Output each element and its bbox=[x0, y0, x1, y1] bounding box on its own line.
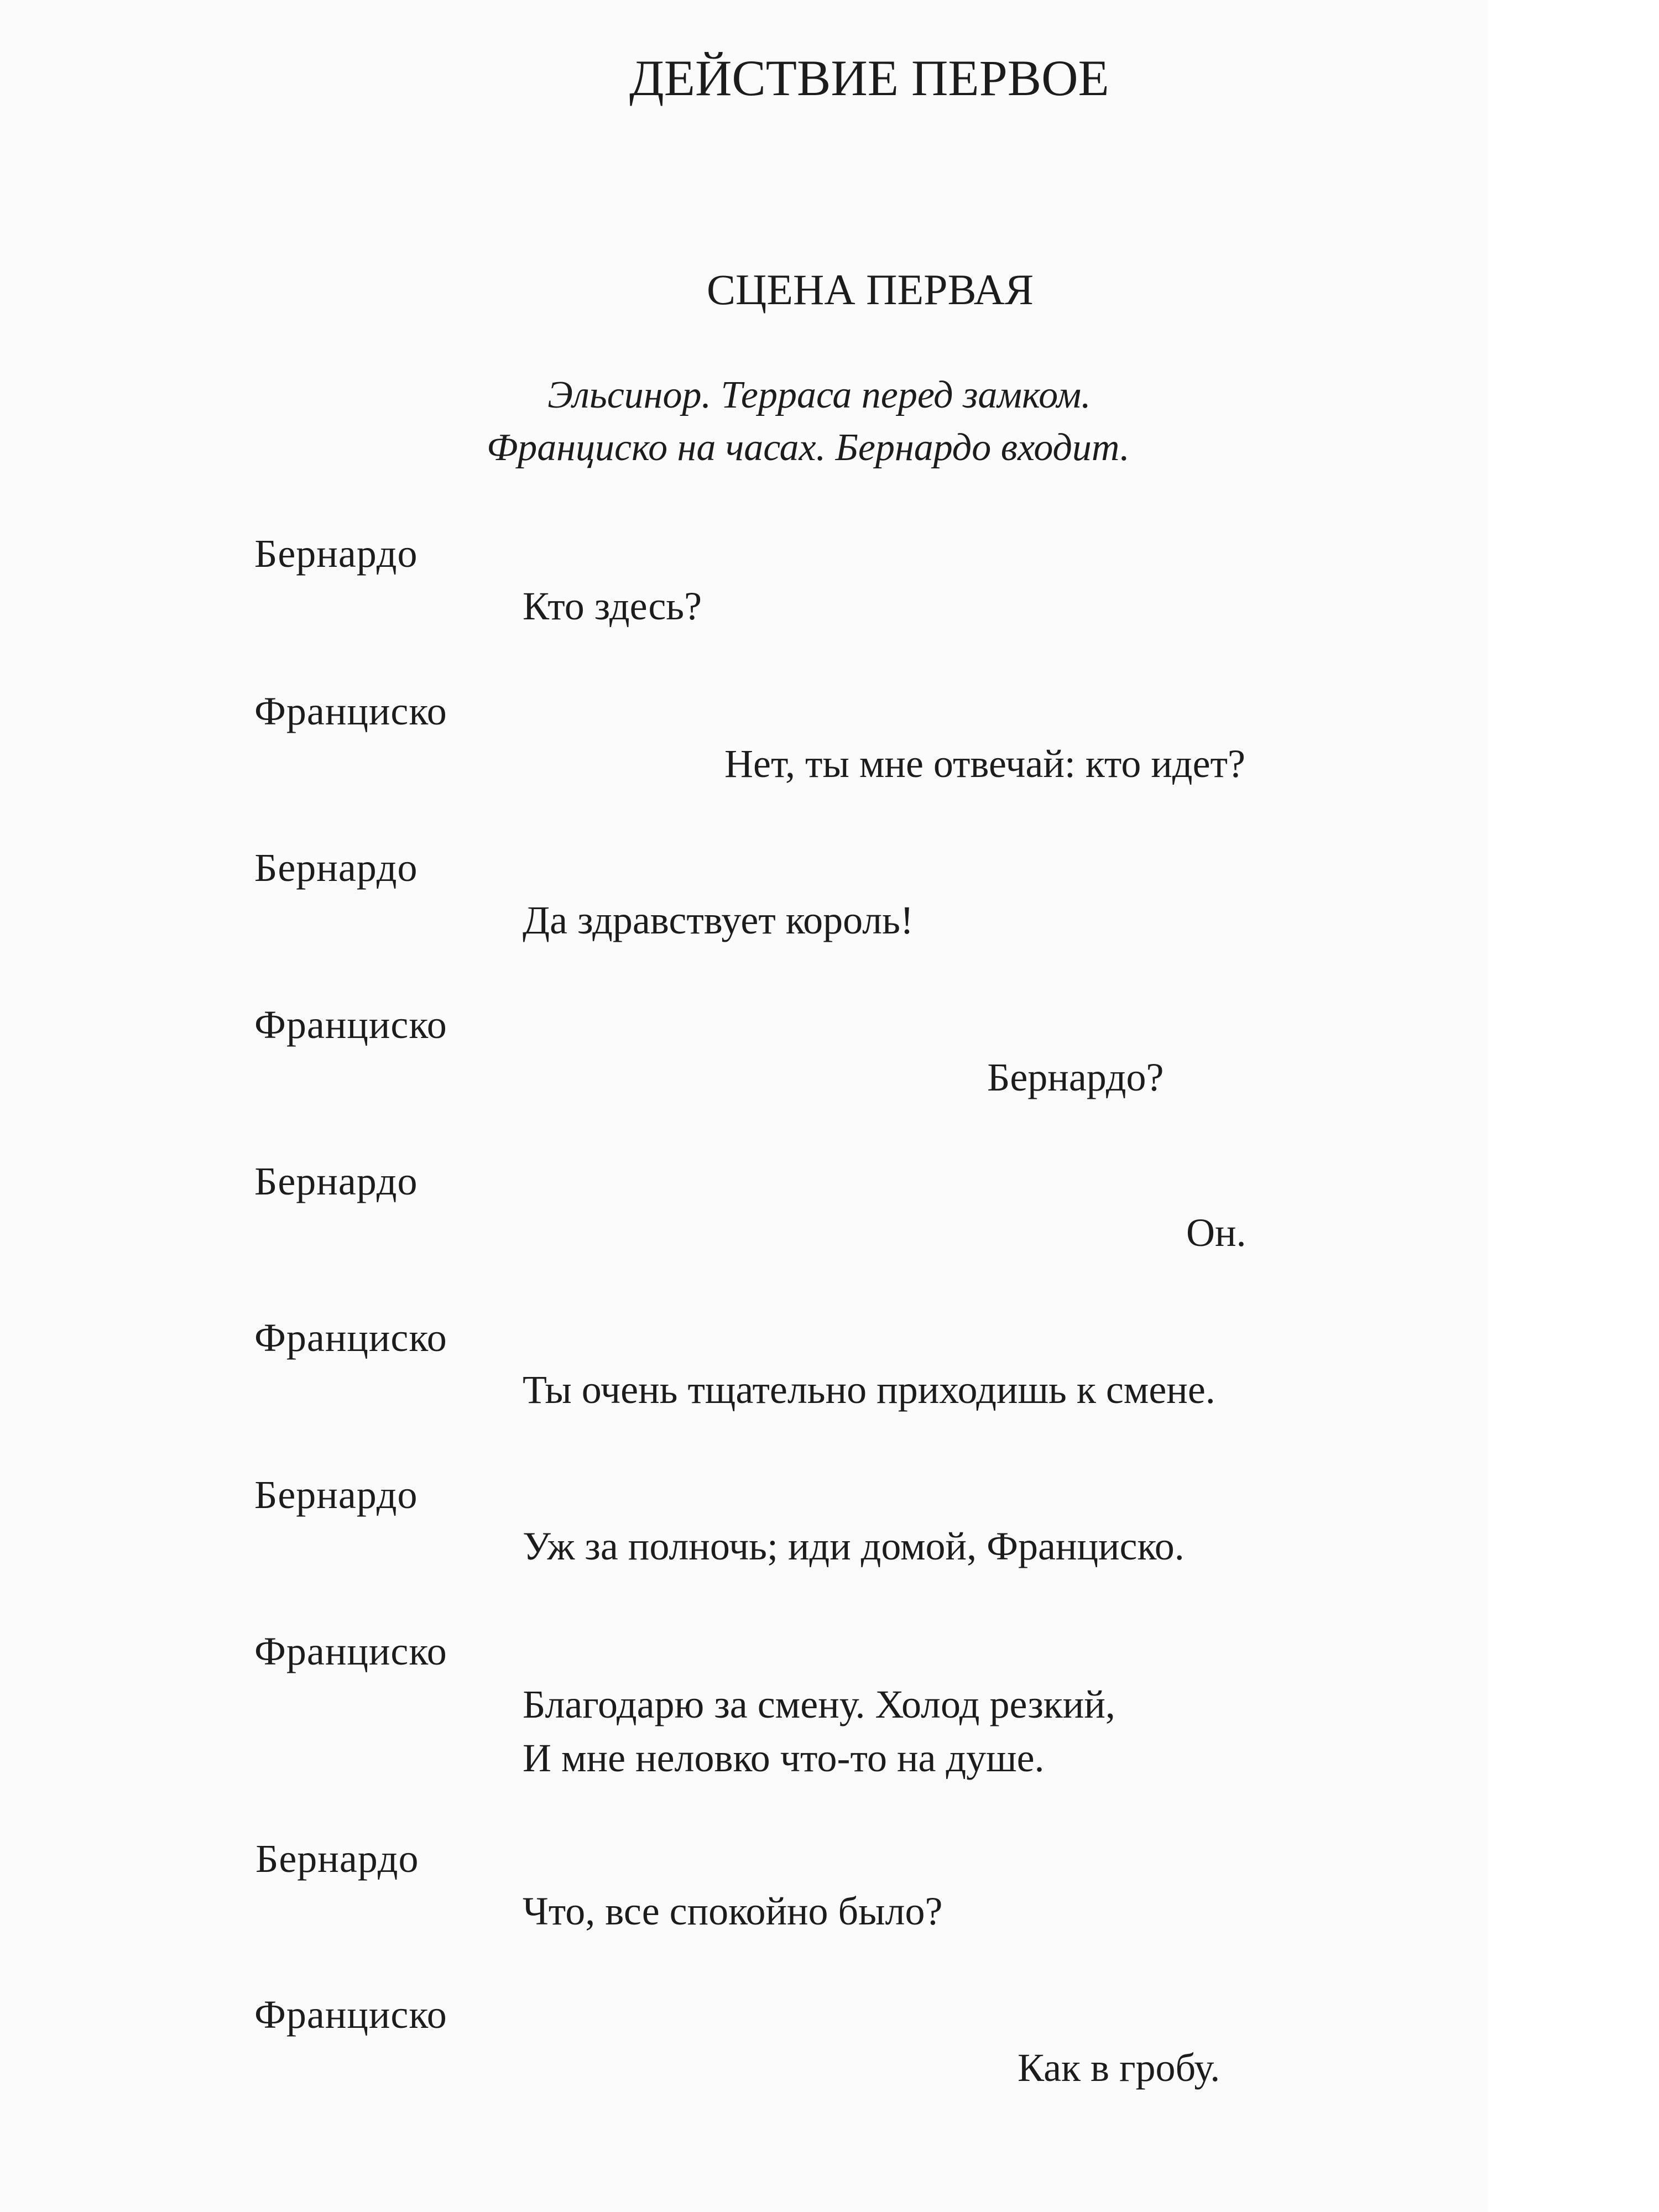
speaker-name: Франциско bbox=[254, 1992, 447, 2037]
dialogue-line: Уж за полночь; иди домой, Франциско. bbox=[523, 1524, 1185, 1568]
dialogue-line: Нет, ты мне отвечай: кто идет? bbox=[724, 742, 1245, 786]
dialogue-line: Как в гробу. bbox=[1018, 2046, 1220, 2090]
speaker-name: Франциско bbox=[254, 689, 447, 733]
speaker-name: Франциско bbox=[254, 1629, 447, 1673]
stage-direction-setting: Эльсинор. Терраса перед замком. bbox=[547, 374, 1091, 416]
speaker-name: Бернардо bbox=[254, 1473, 418, 1517]
stage-direction-action: Франциско на часах. Бернардо входит. bbox=[487, 426, 1130, 469]
dialogue-line: Благодарю за смену. Холод резкий, bbox=[523, 1682, 1115, 1726]
act-title: ДЕЙСТВИЕ ПЕРВОЕ bbox=[629, 50, 1109, 106]
dialogue-line: Да здравствует король! bbox=[523, 898, 914, 942]
dialogue-line: Ты очень тщательно приходишь к смене. bbox=[523, 1368, 1215, 1412]
speaker-name: Бернардо bbox=[254, 846, 418, 890]
page-margin bbox=[1488, 0, 1659, 2212]
dialogue-line: Бернардо? bbox=[987, 1055, 1164, 1099]
speaker-name: Бернардо bbox=[255, 1837, 419, 1881]
dialogue-line: Кто здесь? bbox=[523, 584, 702, 628]
speaker-name: Франциско bbox=[254, 1316, 447, 1360]
speaker-name: Бернардо bbox=[254, 1159, 418, 1203]
dialogue-line: И мне неловко что-то на душе. bbox=[523, 1736, 1045, 1780]
dialogue-line: Он. bbox=[1186, 1211, 1246, 1255]
speaker-name: Бернардо bbox=[254, 531, 418, 576]
scene-title: СЦЕНА ПЕРВАЯ bbox=[707, 265, 1034, 314]
dialogue-line: Что, все спокойно было? bbox=[523, 1889, 943, 1933]
speaker-name: Франциско bbox=[254, 1003, 447, 1047]
